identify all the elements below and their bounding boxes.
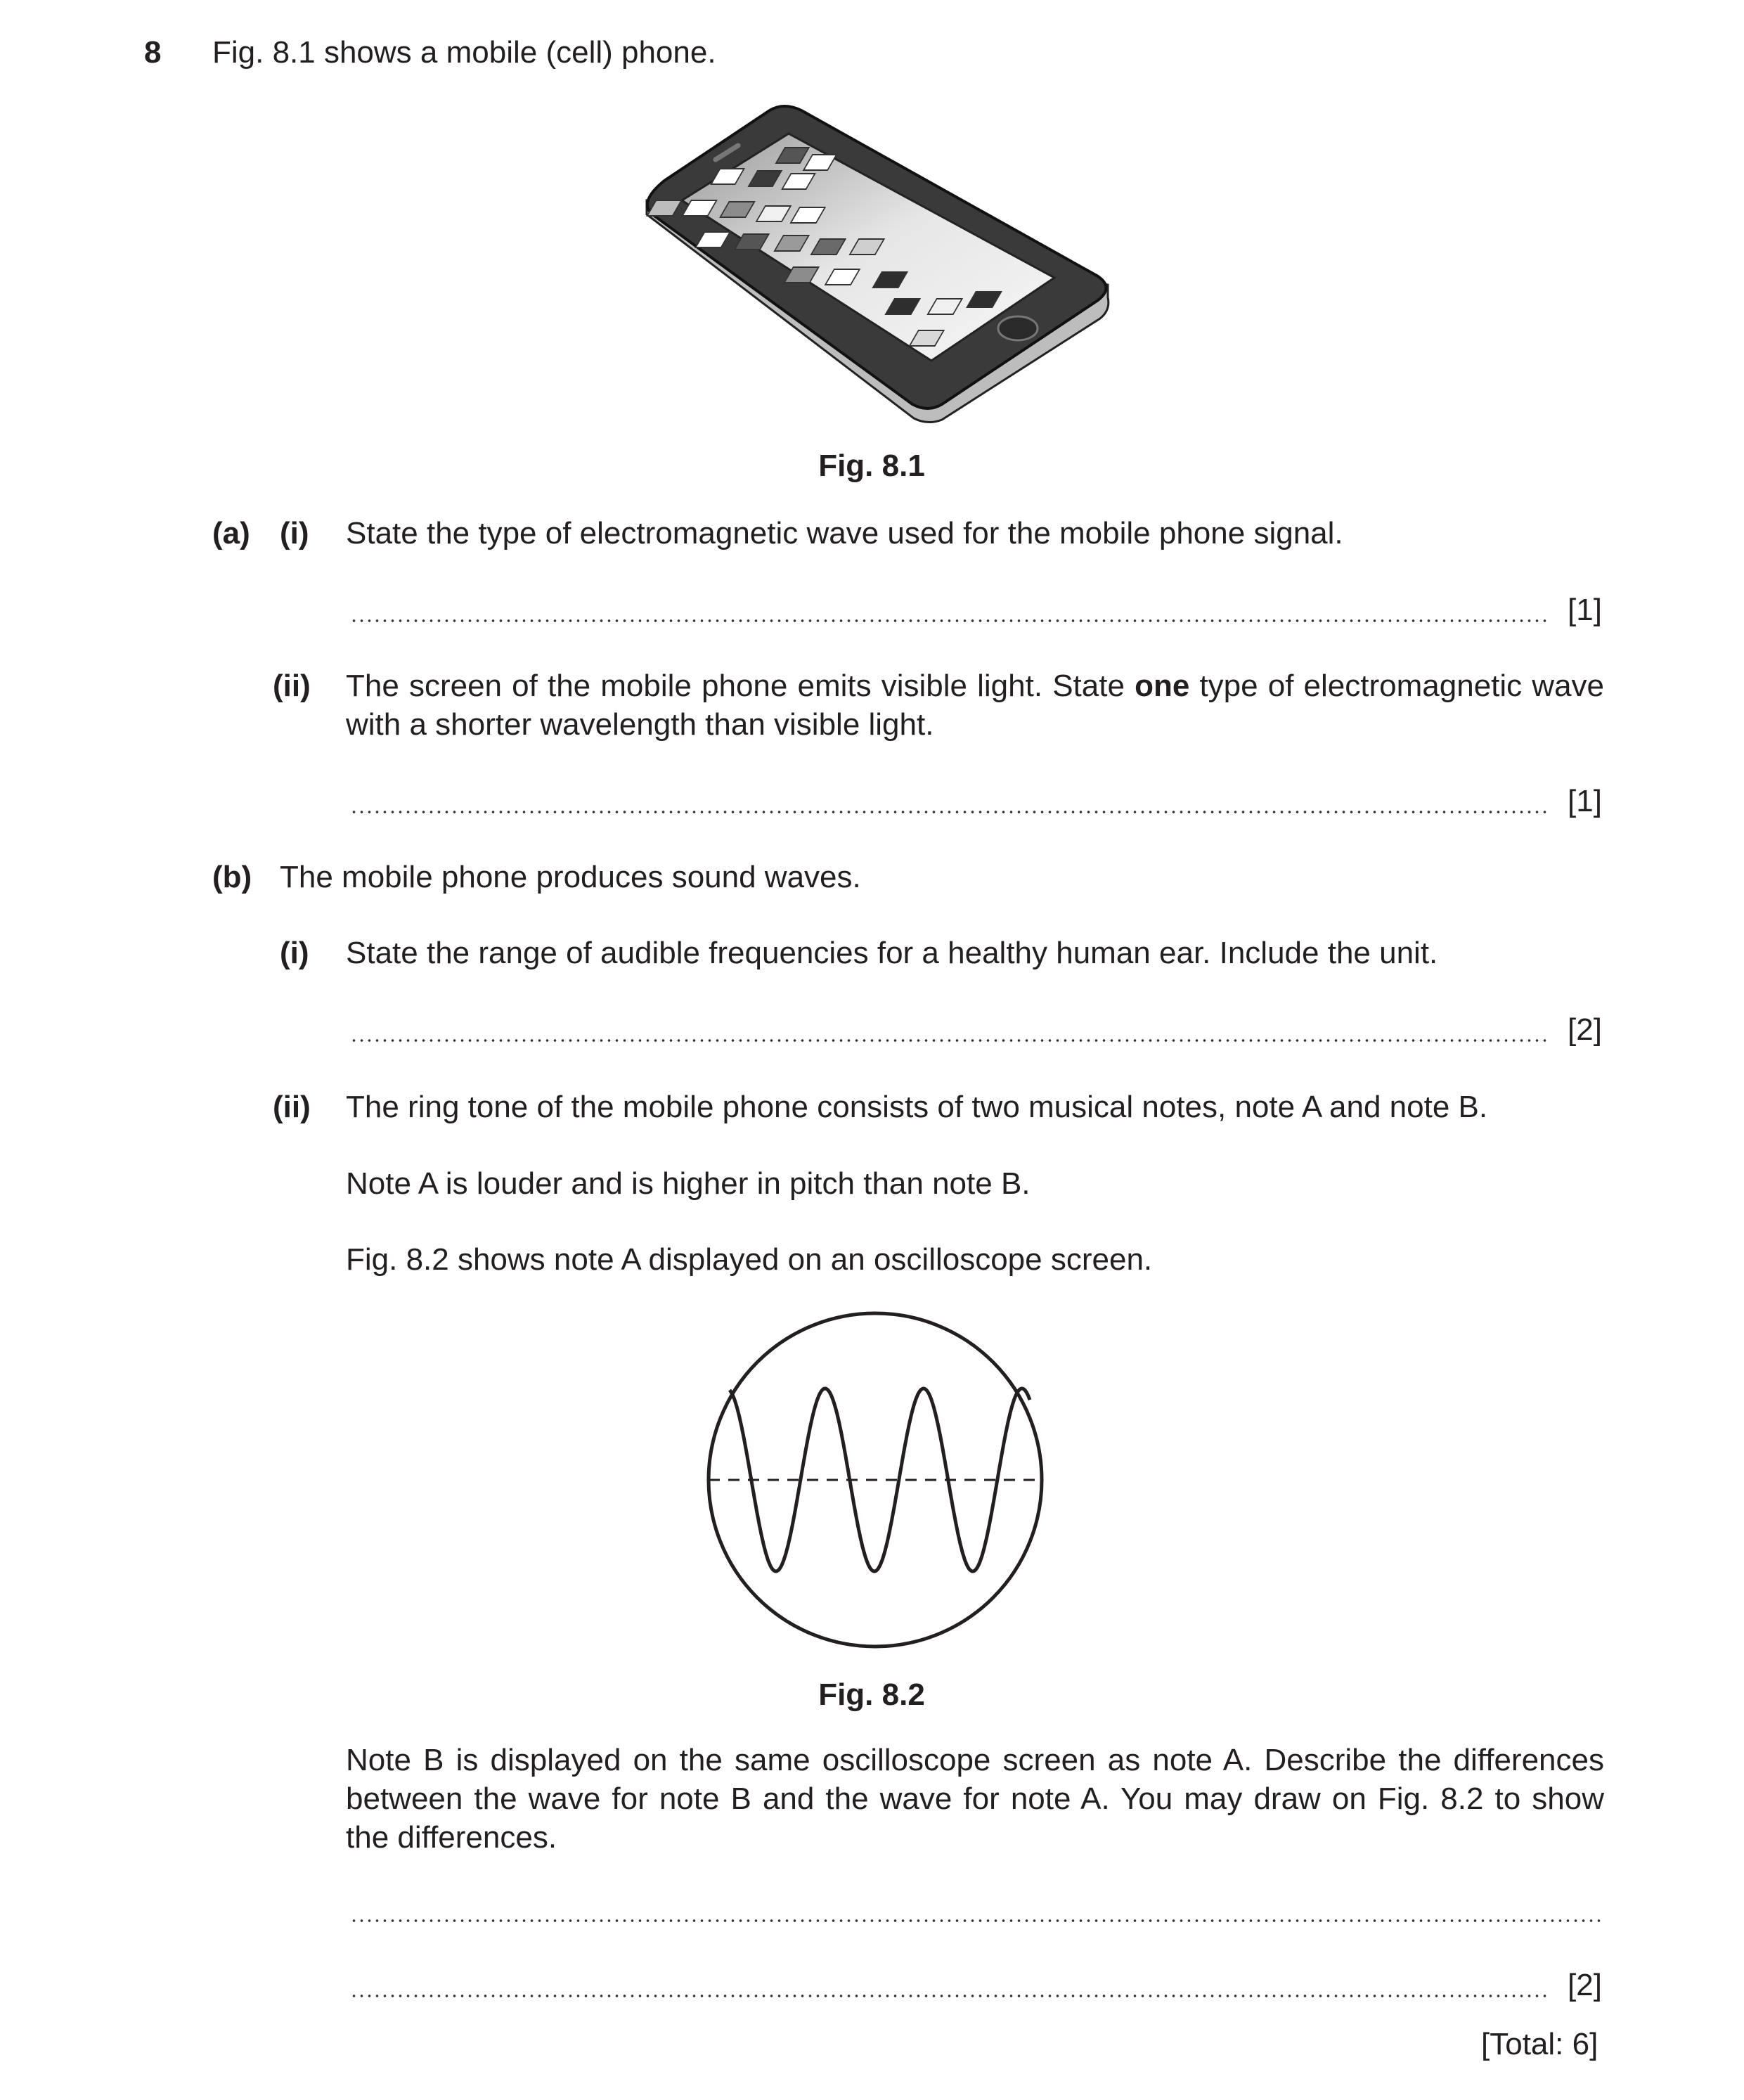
part-a-label: (a) <box>212 516 250 550</box>
part-a-ii-label: (ii) <box>273 669 311 703</box>
answer-line-b-i[interactable] <box>350 1037 1546 1044</box>
part-a-i-label: (i) <box>280 516 309 550</box>
part-b-ii-text3: Fig. 8.2 shows note A displayed on an oscilloscope screen. <box>346 1242 1153 1277</box>
answer-line-a-ii[interactable] <box>350 809 1546 816</box>
fig-8-1-caption: Fig. 8.1 <box>818 449 925 483</box>
oscilloscope-screen[interactable] <box>703 1308 1047 1652</box>
part-b-text: The mobile phone produces sound waves. <box>280 860 861 894</box>
fig-8-2-caption: Fig. 8.2 <box>818 1677 925 1712</box>
part-a-ii-text: The screen of the mobile phone emits visible light. State one type of electromagnetic wave with a shorter wavelength than visible light. <box>346 669 1605 742</box>
answer-line-b-ii-2[interactable] <box>350 1992 1546 1999</box>
question-number: 8 <box>144 35 162 70</box>
part-b-ii-text4: Note B is displayed on the same oscilloscope screen as note A. Describe the differences between the wave for note B and the wave for note A. You may draw on Fig. 8.2 to show the differences. <box>346 1743 1604 1855</box>
part-b-ii-text1: The ring tone of the mobile phone consists of two musical notes, note A and note B. <box>346 1090 1488 1124</box>
answer-line-b-ii-1[interactable] <box>350 1917 1603 1924</box>
mark-b-i: [2] <box>1568 1012 1602 1047</box>
part-b-label: (b) <box>212 860 252 894</box>
mark-a-i: [1] <box>1568 593 1602 627</box>
total-marks: [Total: 6] <box>1481 2027 1598 2061</box>
part-b-i-text: State the range of audible frequencies for a healthy human ear. Include the unit. <box>346 936 1438 970</box>
part-b-ii-text2: Note A is louder and is higher in pitch than note B. <box>346 1166 1031 1201</box>
mark-a-ii: [1] <box>1568 784 1602 818</box>
part-b-i-label: (i) <box>280 936 309 970</box>
mark-b-ii: [2] <box>1568 1968 1602 2002</box>
mobile-phone-illustration <box>633 95 1118 425</box>
part-a-i-text: State the type of electromagnetic wave used for the mobile phone signal. <box>346 516 1343 550</box>
part-b-ii-label: (ii) <box>273 1090 311 1124</box>
question-intro: Fig. 8.1 shows a mobile (cell) phone. <box>212 35 716 70</box>
answer-line-a-i[interactable] <box>350 617 1546 624</box>
